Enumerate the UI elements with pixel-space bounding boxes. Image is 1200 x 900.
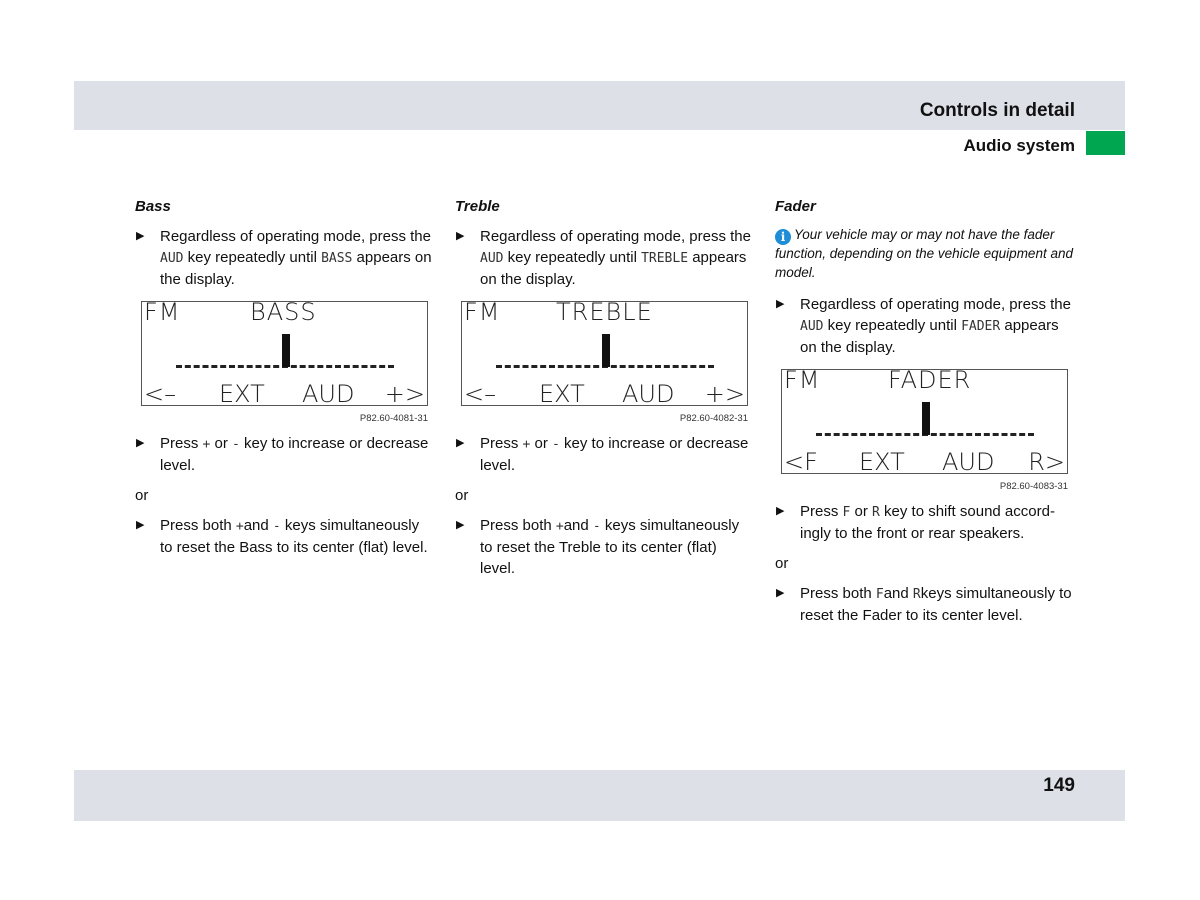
step-text: key repeatedly until (823, 317, 962, 334)
front-key: F (842, 505, 851, 520)
step-text: Press both (480, 517, 556, 534)
lcd-aud-label: AUD (942, 448, 995, 474)
step-text: Press both (160, 517, 236, 534)
step-text: key to increase or decrease level. (160, 435, 429, 474)
aud-key: AUD (480, 251, 504, 266)
treble-display-figure (461, 301, 748, 429)
lcd-band: FM (144, 301, 181, 326)
bullet-arrow-icon: ▶ (136, 230, 145, 242)
display-word: BASS (321, 251, 353, 266)
lcd-right-label: +> (704, 380, 745, 406)
lcd-right-label: +> (384, 380, 425, 406)
figure-code: P82.60-4082-31 (679, 413, 748, 424)
bullet-arrow-icon: ▶ (776, 587, 785, 599)
step-text: appears on the display. (480, 249, 747, 288)
treble-step-adjust (455, 433, 755, 476)
bass-heading: Bass (135, 198, 171, 215)
step-text: key to shift sound accord-ingly to the front or rear speakers. (800, 503, 1055, 542)
step-text: Press (160, 435, 203, 452)
step-text: keys simultaneously to reset the Fader to its center level. (800, 585, 1072, 624)
step-text: and (563, 517, 593, 534)
plus-key: + (235, 519, 244, 534)
step-text: or (210, 435, 233, 452)
plus-key: + (202, 437, 211, 452)
section-title: Audio system (963, 136, 1075, 155)
figure-code: P82.60-4083-31 (999, 481, 1068, 492)
minus-key: - (232, 437, 240, 452)
lcd-mode: TREBLE (556, 301, 653, 326)
treble-heading: Treble (455, 198, 500, 215)
lcd-display (461, 301, 748, 406)
bass-step-adjust (135, 433, 435, 476)
step-text: Regardless of operating mode, press the (480, 228, 751, 245)
bass-display-figure (141, 301, 428, 429)
bullet-arrow-icon: ▶ (456, 437, 465, 449)
minus-key: - (592, 519, 601, 534)
lcd-band: FM (784, 369, 821, 394)
lcd-ext-label: EXT (859, 448, 905, 474)
section-marker-tab (1086, 131, 1125, 155)
lcd-right-label: R> (1028, 448, 1065, 474)
lcd-display (141, 301, 428, 406)
step-text: keys simultaneously to reset the Bass to its center (flat) level. (160, 517, 428, 556)
lcd-aud-label: AUD (302, 380, 355, 406)
aud-key: AUD (800, 319, 824, 334)
step-text: keys simultaneously to reset the Treble to its center (flat) level. (480, 517, 740, 577)
front-key: F (875, 587, 884, 602)
footer-band (74, 770, 1125, 821)
bullet-arrow-icon: ▶ (776, 505, 785, 517)
level-indicator (922, 402, 930, 435)
bass-step-select (135, 226, 435, 290)
bass-step-reset (135, 515, 435, 558)
lcd-mode: FADER (888, 369, 972, 394)
figure-code: P82.60-4081-31 (359, 413, 428, 424)
or-separator: or (455, 487, 469, 504)
lcd-left-label: <– (464, 380, 497, 406)
rear-key: R (912, 587, 921, 602)
step-text: or (530, 435, 553, 452)
minus-key: - (272, 519, 281, 534)
level-indicator (602, 334, 610, 367)
fader-info-note (775, 226, 1075, 282)
step-text: or (850, 503, 873, 520)
treble-step-select (455, 226, 755, 290)
step-text: appears on the display. (160, 249, 432, 288)
step-text: and (243, 517, 273, 534)
rear-key: R (872, 505, 880, 520)
step-text: key repeatedly until (503, 249, 642, 266)
chapter-title: Controls in detail (919, 100, 1075, 121)
bullet-arrow-icon: ▶ (456, 230, 465, 242)
step-text: appears on the display. (800, 317, 1059, 356)
step-text: Press (800, 503, 843, 520)
step-text: Regardless of operating mode, press the (800, 296, 1071, 313)
step-text: Press (480, 435, 523, 452)
step-text: key to increase or decrease level. (480, 435, 749, 474)
fader-display-figure (781, 369, 1068, 497)
bullet-arrow-icon: ▶ (136, 437, 145, 449)
lcd-band: FM (464, 301, 501, 326)
minus-key: - (552, 437, 560, 452)
info-icon: i (775, 229, 791, 245)
bass-column (135, 196, 435, 558)
or-separator: or (775, 555, 789, 572)
lcd-mode: BASS (250, 301, 317, 326)
step-text: Press both (800, 585, 876, 602)
treble-step-reset (455, 515, 755, 579)
page-number: 149 (1043, 775, 1075, 796)
lcd-display (781, 369, 1068, 474)
lcd-ext-label: EXT (219, 380, 265, 406)
display-word: TREBLE (641, 251, 689, 266)
lcd-left-label: <– (144, 380, 177, 406)
step-text: key repeatedly until (183, 249, 322, 266)
bullet-arrow-icon: ▶ (456, 519, 465, 531)
lcd-ext-label: EXT (539, 380, 585, 406)
fader-step-select (775, 294, 1075, 358)
note-text: Your vehicle may or may not have the fader function, depending on the vehicle equipment and model. (775, 227, 1073, 280)
aud-key: AUD (160, 251, 184, 266)
bullet-arrow-icon: ▶ (776, 298, 785, 310)
fader-step-reset (775, 583, 1075, 626)
step-text: and (883, 585, 913, 602)
display-word: FADER (961, 319, 1001, 334)
step-text: Regardless of operating mode, press the (160, 228, 431, 245)
lcd-left-label: <F (784, 448, 818, 474)
level-indicator (282, 334, 290, 367)
fader-heading: Fader (775, 198, 816, 215)
or-separator: or (135, 487, 149, 504)
plus-key: + (522, 437, 531, 452)
plus-key: + (555, 519, 564, 534)
lcd-aud-label: AUD (622, 380, 675, 406)
treble-column (455, 196, 755, 579)
fader-column (775, 196, 1075, 626)
fader-step-adjust (775, 501, 1075, 544)
bullet-arrow-icon: ▶ (136, 519, 145, 531)
